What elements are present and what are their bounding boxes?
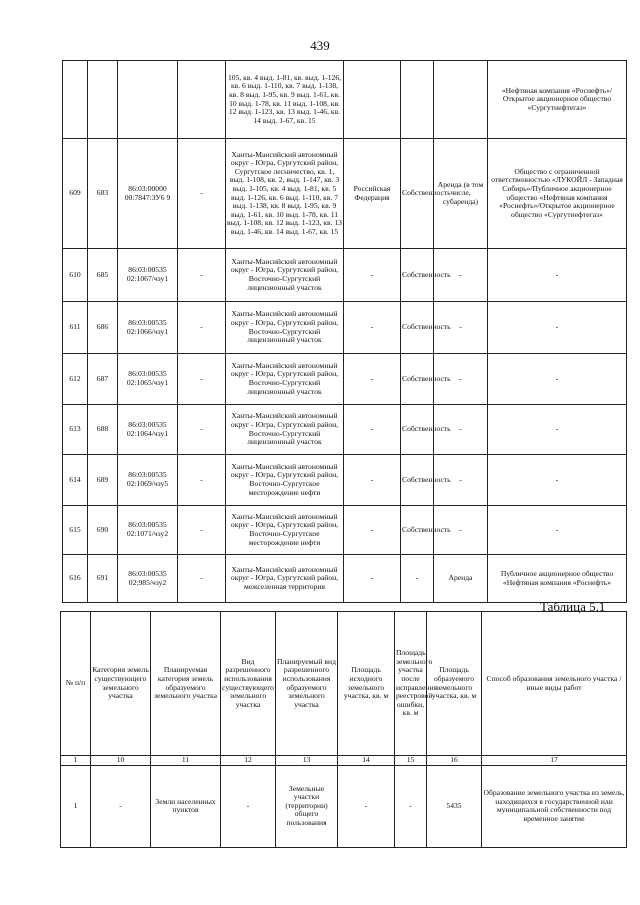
page-number: 439 bbox=[310, 38, 330, 53]
column-number: 10 bbox=[91, 756, 151, 766]
cell-cadastral-number: 86:03:00535 02:1066/чзу1 bbox=[118, 302, 178, 354]
cell-owner: - bbox=[344, 354, 401, 405]
column-number: 12 bbox=[221, 756, 276, 766]
cell-holder: Общество с ограниченной ответственностью «ЛУКОЙЛ - Западная Сибирь»/Публичное акционерное общество «Нефтяная компания «Роснефть»/Открытое акционерное общество «Сургутнефтегаз» bbox=[488, 139, 627, 249]
cell-address: Ханты-Мансийский автономный округ - Югра, Сургутский район, Восточно-Сургутский лицензионный участок bbox=[226, 405, 344, 455]
cell-owner: - bbox=[344, 302, 401, 354]
column-number: 14 bbox=[338, 756, 395, 766]
cell-plan-number: 690 bbox=[88, 506, 118, 555]
cell-category: - bbox=[178, 249, 226, 302]
cell-cadastral-number: 86:03:00535 02:985/чзу2 bbox=[118, 555, 178, 603]
cell-holder: - bbox=[488, 354, 627, 405]
table-row bbox=[63, 506, 627, 555]
column-header: Категория земель существующего земельного участка bbox=[91, 612, 151, 756]
cell-right-type: Собственность bbox=[401, 354, 434, 405]
table-row bbox=[63, 249, 627, 302]
table-row bbox=[63, 139, 627, 249]
column-header: Площадь исходного земельного участка, кв. м bbox=[338, 612, 395, 756]
cell-number bbox=[63, 61, 88, 139]
cell-cadastral-number: 86:03:00535 02:1065/чзу1 bbox=[118, 354, 178, 405]
cell-right-type: Собственность bbox=[401, 405, 434, 455]
cell-method: Образование земельного участка из земель, находящихся в государственной или муниципальной собственности под временное занятие bbox=[482, 765, 627, 847]
column-number: 17 bbox=[482, 756, 627, 766]
cell-encumbrance: - bbox=[434, 302, 488, 354]
cell-number: 616 bbox=[63, 555, 88, 603]
cell-category: - bbox=[178, 405, 226, 455]
cell-address: Ханты-Мансийский автономный округ - Югра, Сургутский район, межселенная территория bbox=[226, 555, 344, 603]
cell-area-source: - bbox=[338, 765, 395, 847]
column-number: 11 bbox=[151, 756, 221, 766]
column-header: № п/п bbox=[61, 612, 91, 756]
cell-cadastral-number: 86:03:00535 02:1067/чзу1 bbox=[118, 249, 178, 302]
cell-area-new: 5435 bbox=[427, 765, 482, 847]
cell-address: Ханты-Мансийский автономный округ - Югра, Сургутский район, Сургутское лесничество, кв. 1, выд. 1-108, кв. 2, выд. 1-147, кв. 3 выд. 1-105, кв. 4 выд. 1-81, кв. 5 выд. 1-126, кв. 6 выд. 1-110, кв. 7 выд. 1-138, кв. 8 выд. 1-95, кв. 9 выд. 1-61, кв. 10 выд. 1-78, кв. 11 выд. 1-108, кв. 12 выд. 1-123, кв. 13 выд. 1-46, кв. 14 выд. 1-67, кв. 15 bbox=[226, 139, 344, 249]
column-header: Планируемая категория земель образуемого земельного участка bbox=[151, 612, 221, 756]
cell-owner: - bbox=[344, 555, 401, 603]
table-row bbox=[63, 302, 627, 354]
cell-encumbrance: - bbox=[434, 249, 488, 302]
column-number: 16 bbox=[427, 756, 482, 766]
cell-category: - bbox=[178, 555, 226, 603]
cell-number: 615 bbox=[63, 506, 88, 555]
cell-encumbrance: - bbox=[434, 455, 488, 506]
column-header: Планируемый вид разрешенного использования образуемого земельного участка bbox=[276, 612, 338, 756]
cell-holder: - bbox=[488, 455, 627, 506]
cell-right-type: Собственность bbox=[401, 302, 434, 354]
land-plots-table bbox=[62, 60, 627, 603]
cell-number: 611 bbox=[63, 302, 88, 354]
cell-number: 609 bbox=[63, 139, 88, 249]
cell-number: 610 bbox=[63, 249, 88, 302]
cell-plan-number: 685 bbox=[88, 249, 118, 302]
cell-category: - bbox=[178, 455, 226, 506]
cell-owner: - bbox=[344, 405, 401, 455]
cell-right-type: - bbox=[401, 555, 434, 603]
cell-plan-number: 686 bbox=[88, 302, 118, 354]
table-caption: Таблица 5.1 bbox=[540, 599, 606, 614]
cell-holder: «Нефтяная компания «Роснефть»/Открытое акционерное общество «Сургутнефтегаз» bbox=[488, 61, 627, 139]
column-header: Вид разрешенного использования существующего земельного участка bbox=[221, 612, 276, 756]
cell-encumbrance: Аренда (в том числе, субаренда) bbox=[434, 139, 488, 249]
cell-area-fixed: - bbox=[395, 765, 427, 847]
cell-address: Ханты-Мансийский автономный округ - Югра, Сургутский район, Восточно-Сургутский лицензионный участок bbox=[226, 354, 344, 405]
cell-right-type: Собственность bbox=[401, 506, 434, 555]
cell-encumbrance: - bbox=[434, 405, 488, 455]
cell-number: 614 bbox=[63, 455, 88, 506]
column-header: Способ образования земельного участка / иные виды работ bbox=[482, 612, 627, 756]
cell-address: Ханты-Мансийский автономный округ - Югра, Сургутский район, Восточно-Сургутское месторождение нефти bbox=[226, 506, 344, 555]
cell-plan-number: 687 bbox=[88, 354, 118, 405]
cell-cadastral-number: 86:03:00000 00:7847:ЗУ6 9 bbox=[118, 139, 178, 249]
cell-encumbrance bbox=[434, 61, 488, 139]
cell-plan-number: 683 bbox=[88, 139, 118, 249]
cell-use-existing: - bbox=[221, 765, 276, 847]
column-number: 13 bbox=[276, 756, 338, 766]
cell-right-type: Собственность bbox=[401, 139, 434, 249]
cell-category-planned: Земли населенных пунктов bbox=[151, 765, 221, 847]
cell-plan-number bbox=[88, 61, 118, 139]
cell-category: - bbox=[178, 139, 226, 249]
table-row bbox=[63, 455, 627, 506]
cell-owner: - bbox=[344, 455, 401, 506]
cell-holder: Публичное акционерное общество «Нефтяная компания «Роснефть» bbox=[488, 555, 627, 603]
formed-plots-table bbox=[60, 611, 627, 848]
table-row bbox=[63, 354, 627, 405]
cell-category-existing: - bbox=[91, 765, 151, 847]
cell-address: 105, кв. 4 выд. 1-81, кв. выд. 1-126, кв. 6 выд. 1-110, кв. 7 выд. 1-138, кв. 8 выд. 1-95, кв. 9 выд. 1-61, кв. 10 выд. 1-78, кв. 11 выд. 1-108, кв. 12 выд. 1-123, кв. 13 выд. 1-46, кв. 14 выд. 1-67, кв. 15 bbox=[226, 61, 344, 139]
cell-category: - bbox=[178, 354, 226, 405]
cell-holder: - bbox=[488, 506, 627, 555]
cell-plan-number: 688 bbox=[88, 405, 118, 455]
cell-owner: - bbox=[344, 249, 401, 302]
cell-plan-number: 691 bbox=[88, 555, 118, 603]
cell-holder: - bbox=[488, 249, 627, 302]
cell-plan-number: 689 bbox=[88, 455, 118, 506]
cell-right-type bbox=[401, 61, 434, 139]
cell-encumbrance: - bbox=[434, 506, 488, 555]
table-row bbox=[61, 765, 627, 847]
cell-number: 1 bbox=[61, 765, 91, 847]
cell-right-type: Собственность bbox=[401, 249, 434, 302]
cell-use-planned: Земельные участки (территории) общего пользования bbox=[276, 765, 338, 847]
cell-number: 613 bbox=[63, 405, 88, 455]
table-row bbox=[63, 61, 627, 139]
table-row bbox=[63, 405, 627, 455]
cell-owner: - bbox=[344, 506, 401, 555]
cell-encumbrance: - bbox=[434, 354, 488, 405]
cell-cadastral-number: 86:03:00535 02:1071/чзу2 bbox=[118, 506, 178, 555]
cell-address: Ханты-Мансийский автономный округ - Югра, Сургутский район, Восточно-Сургутский лицензионный участок bbox=[226, 302, 344, 354]
column-number: 1 bbox=[61, 756, 91, 766]
column-header: Площадь образуемого земельного участка, кв. м bbox=[427, 612, 482, 756]
cell-cadastral-number: 86:03:00535 02:1064/чзу1 bbox=[118, 405, 178, 455]
cell-category bbox=[178, 61, 226, 139]
cell-cadastral-number bbox=[118, 61, 178, 139]
cell-holder: - bbox=[488, 405, 627, 455]
cell-number: 612 bbox=[63, 354, 88, 405]
cell-category: - bbox=[178, 506, 226, 555]
cell-holder: - bbox=[488, 302, 627, 354]
cell-cadastral-number: 86:03:00535 02:1069/чзу5 bbox=[118, 455, 178, 506]
cell-owner: Российская Федерация bbox=[344, 139, 401, 249]
cell-right-type: Собственность bbox=[401, 455, 434, 506]
cell-address: Ханты-Мансийский автономный округ - Югра, Сургутский район, Восточно-Сургутское месторождение нефти bbox=[226, 455, 344, 506]
column-header: Площадь земельного участка после исправления реестровой ошибки, кв. м bbox=[395, 612, 427, 756]
cell-encumbrance: Аренда bbox=[434, 555, 488, 603]
column-number: 15 bbox=[395, 756, 427, 766]
cell-owner bbox=[344, 61, 401, 139]
table-row bbox=[63, 555, 627, 603]
cell-category: - bbox=[178, 302, 226, 354]
cell-address: Ханты-Мансийский автономный округ - Югра, Сургутский район, Восточно-Сургутский лицензионный участок bbox=[226, 249, 344, 302]
